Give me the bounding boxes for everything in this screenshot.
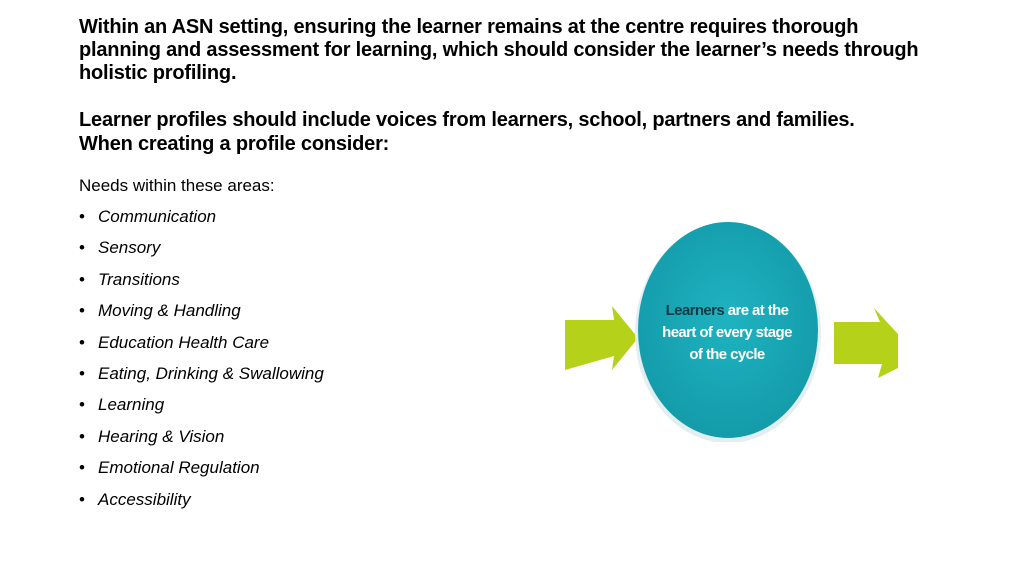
bullet-icon: • xyxy=(79,395,85,415)
learner-cycle-graphic xyxy=(562,220,898,442)
need-label: Transitions xyxy=(98,269,180,289)
list-item xyxy=(79,426,324,457)
list-item xyxy=(79,363,324,394)
need-label: Learning xyxy=(98,395,165,415)
circle-caption xyxy=(657,300,797,366)
need-label: Eating, Drinking & Swallowing xyxy=(98,363,324,383)
bullet-icon: • xyxy=(79,301,85,321)
need-label: Emotional Regulation xyxy=(98,458,260,478)
list-item xyxy=(79,237,324,268)
intro-paragraph: Within an ASN setting, ensuring the learner remains at the centre requires thorough planning and assessment for learning, which should consider the learner’s needs through holistic profiling. xyxy=(79,16,919,84)
bullet-icon: • xyxy=(79,426,85,446)
need-label: Communication xyxy=(98,207,217,226)
need-label: Moving & Handling xyxy=(98,301,241,321)
bullet-icon: • xyxy=(79,332,85,352)
need-label: Hearing & Vision xyxy=(98,426,225,446)
learner-voices-paragraph xyxy=(79,108,939,156)
list-item xyxy=(79,269,324,300)
bullet-icon: • xyxy=(79,363,85,383)
bullet-icon: • xyxy=(79,489,85,509)
bullet-icon: • xyxy=(79,207,85,226)
profile-consider-line: When creating a profile consider: xyxy=(79,133,390,155)
bullet-icon: • xyxy=(79,269,85,289)
need-label: Sensory xyxy=(98,238,161,258)
left-arrow-icon xyxy=(565,306,638,370)
circle-caption-rest: are at the heart of every stage of the cycle xyxy=(662,302,792,363)
needs-heading: Needs within these areas: xyxy=(79,176,275,195)
learners-word: Learners xyxy=(665,302,725,319)
list-item xyxy=(79,332,324,363)
bullet-icon: • xyxy=(79,458,85,478)
needs-list xyxy=(79,206,324,520)
bullet-icon: • xyxy=(79,238,85,258)
right-arrow-icon xyxy=(834,308,898,378)
list-item xyxy=(79,489,324,520)
list-item xyxy=(79,457,324,488)
list-item xyxy=(79,394,324,425)
need-label: Education Health Care xyxy=(98,332,270,352)
learner-voices-line: Learner profiles should include voices from learners, school, partners and families. xyxy=(79,109,855,131)
list-item xyxy=(79,300,324,331)
list-item xyxy=(79,206,324,237)
need-label: Accessibility xyxy=(98,489,191,509)
